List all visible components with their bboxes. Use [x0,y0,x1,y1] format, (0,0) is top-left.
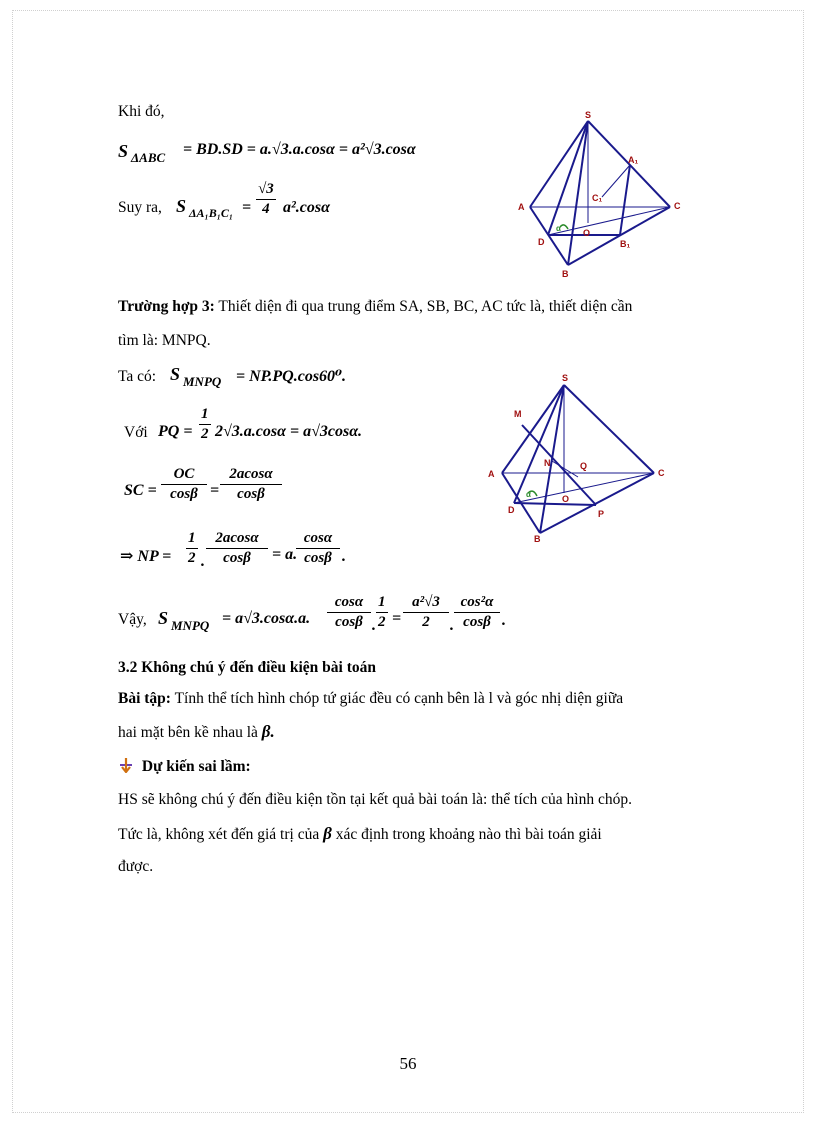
fig1-label-a: A [518,202,525,212]
eq6-num1: 1 [186,530,198,549]
eq6-frac1 [186,530,198,567]
eq7-frac2 [376,594,388,631]
fig2-label-d: D [508,505,515,515]
mistake-heading-row [118,757,251,777]
eq6-num2: 2acosα [206,530,268,549]
eq7-dot2: . [450,617,454,634]
fig2-label-q: Q [580,461,588,471]
eq5-frac1 [161,466,207,503]
eq7-den4: cosβ [463,614,491,630]
eq7-den2: 2 [378,614,386,630]
mistake-line1: HS sẽ không chú ý đến điều kiện tồn tại kết quả bài toán là: thể tích của hình chóp. [118,791,632,808]
mistake-line3: được. [118,858,154,875]
eq6-frac2 [206,530,268,567]
page-number: 56 [399,1054,417,1073]
eq7-dot1: . [372,617,376,634]
eq5-den1: cosβ [170,486,198,502]
intro-text: Khi đó, [118,103,165,120]
mistake-line2 [118,824,602,845]
eq7-s-sub: MNPQ [171,618,210,633]
eq3-s-letter: S [170,364,181,384]
fig1-label-o: O [583,228,591,238]
eq6-den2: cosβ [223,550,251,566]
ta-co-label: Ta có: [118,368,157,385]
eq4-lhs: PQ = [158,423,193,440]
fig1-label-alpha: α [556,224,561,233]
eq2-den: 4 [262,201,270,217]
fig1-label-a1: A₁ [628,155,639,165]
eq2-s-letter: S [176,196,187,216]
eq7-num3: a²√3 [403,594,449,613]
eq4-num: 1 [199,406,211,425]
eq7-den3: 2 [422,614,430,630]
eq6-den3: cosβ [304,550,332,566]
fig2-label-c: C [658,468,665,478]
eq-s-sub: ΔABC [131,150,166,165]
fig1-label-b: B [562,269,569,279]
section-heading: 3.2 Không chú ý đến điều kiện bài toán [118,659,376,676]
eq5-frac2 [220,466,282,503]
eq2-fraction [256,181,276,218]
eq5-den2: cosβ [237,486,265,502]
case3-text2: tìm là: MNPQ. [118,332,211,349]
exercise-line1 [118,689,623,709]
eq2-equals: = [242,199,252,216]
fig1-label-s: S [585,110,592,120]
fig1-label-c: C [674,201,681,211]
fig2-label-alpha: α [526,490,531,499]
eq7-num2: 1 [376,594,388,613]
eq7-rhs1: = a√3.cosα.a. [222,610,311,627]
fig2-label-s: S [562,373,569,383]
eq6-num3: cosα [296,530,340,549]
fig2-label-m: M [514,409,522,419]
case3-text1: Thiết diện đi qua trung điểm SA, SB, BC, AC tức là, thiết diện cần [218,298,633,315]
eq4-rhs: 2√3.a.cosα = a√3cosα. [215,423,363,440]
eq7-s-letter: S [158,608,169,628]
mistake-line2-b: xác định trong khoảng nào thì bài toán giải [335,826,602,843]
case3-line1 [118,297,632,317]
vay-label: Vậy, [118,611,147,628]
mistake-line2-a: Tức là, không xét đến giá trị của [118,826,320,843]
fig2-label-o: O [562,494,570,504]
eq7-num1: cosα [327,594,371,613]
eq5-lhs: SC = [124,482,157,499]
exercise-label: Bài tập: [118,690,171,707]
eq7-num4: cos²α [454,594,500,613]
eq3-rhs: = NP.PQ.cos60⁰. [236,368,347,385]
exercise-line2 [118,722,275,743]
suy-ra-label: Suy ra, [118,199,162,216]
eq7-eq: = [392,610,402,627]
eq3-s-sub: MNPQ [183,374,222,389]
eq6-frac3 [296,530,340,567]
eq7-frac4 [454,594,500,631]
fig2-label-p: P [598,509,605,519]
voi-label: Với [124,424,148,441]
eq4-fraction [199,406,211,443]
case3-label: Trường hợp 3: [118,298,215,315]
eq5-eq: = [210,482,220,499]
eq6-lhs: ⇒ NP = [120,548,172,565]
fig2-label-a: A [488,469,495,479]
eq6-dot: . [201,553,205,570]
mistake-heading: Dự kiến sai lầm: [141,758,251,775]
eq5-num2: 2acosα [220,466,282,485]
eq2-num: √3 [256,181,276,200]
eq4-den: 2 [201,426,209,442]
eq6-mid: = a. [272,546,298,563]
eq6-den1: 2 [188,550,196,566]
eq5-num1: OC [161,466,207,485]
fig2-label-b: B [534,534,541,544]
exercise-text2: hai mặt bên kề nhau là [118,724,258,741]
eq7-frac3 [403,594,449,631]
eq6-end: . [342,548,346,565]
figure-pyramid-1 [510,105,700,280]
arrow-down-icon [118,757,134,773]
fig1-label-d: D [538,237,545,247]
exercise-text1: Tính thể tích hình chóp tứ giác đều có cạnh bên là l và góc nhị diện giữa [174,690,624,707]
exercise-beta: β. [261,722,275,741]
eq-s-letter: S [118,141,129,161]
eq-s-rhs: = BD.SD = a.√3.a.cosα = a²√3.cosα [183,141,416,158]
eq7-frac1 [327,594,371,631]
eq7-end: . [502,612,506,629]
eq2-tail: a².cosα [283,199,330,216]
fig1-label-c1: C₁ [592,193,603,203]
fig2-label-n: N [544,458,551,468]
eq2-s-sub: ΔA₁B₁C₁ [189,206,234,220]
figure-pyramid-2 [482,365,677,545]
mistake-line2-beta: β [323,824,332,843]
fig1-label-b1: B₁ [620,239,631,249]
eq7-den1: cosβ [335,614,363,630]
